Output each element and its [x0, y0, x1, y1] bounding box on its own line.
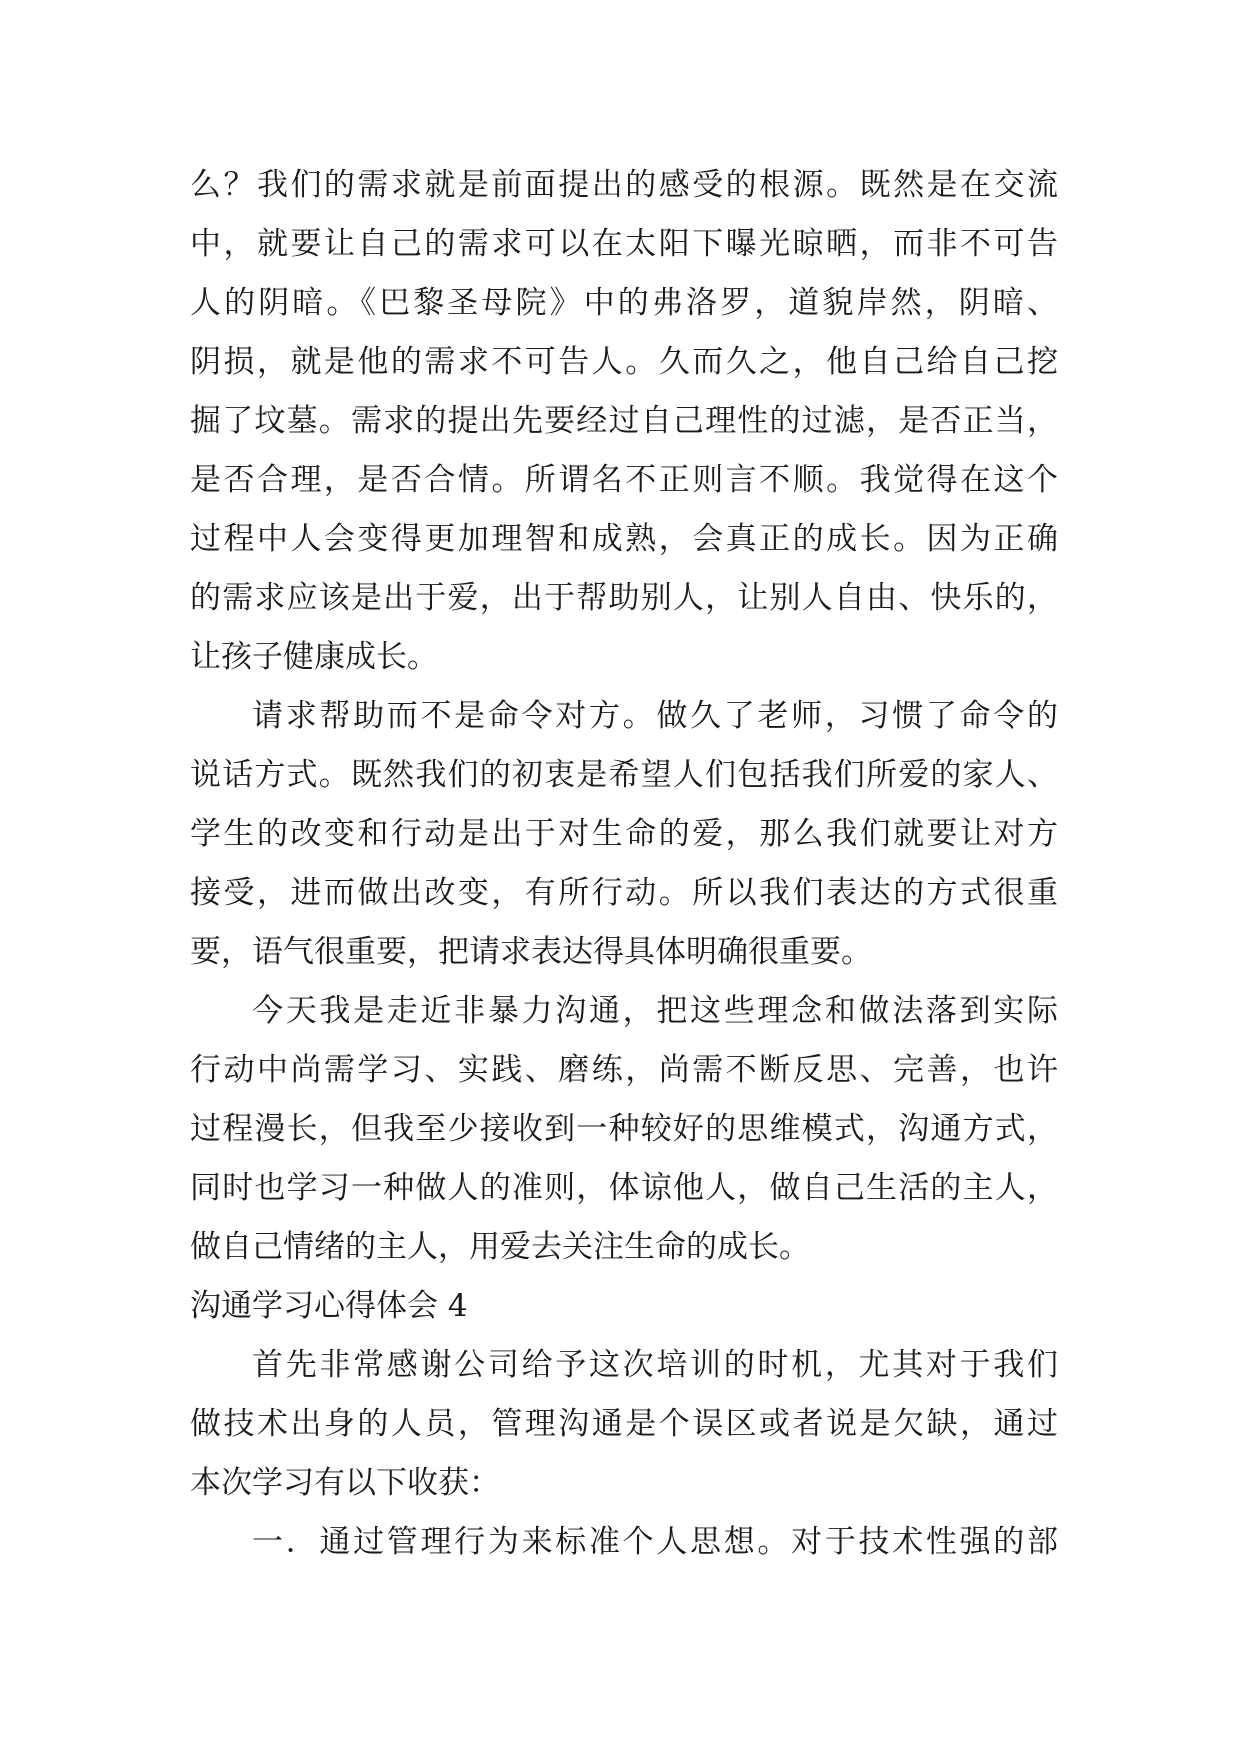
- paragraph: [190, 1513, 1058, 1572]
- paragraph: [190, 1336, 1058, 1513]
- text-line: 说话方式。既然我们的初衷是希望人们包括我们所爱的家人、: [190, 757, 1058, 793]
- text-line: 么？我们的需求就是前面提出的感受的根源。既然是在交流: [190, 167, 1058, 203]
- text-line: 要，语气很重要，把请求表达得具体明确很重要。: [190, 934, 872, 970]
- text-line: 是否合理，是否合情。所谓名不正则言不顺。我觉得在这个: [190, 462, 1058, 498]
- text-line: 本次学习有以下收获：: [190, 1465, 500, 1501]
- section-heading: [190, 1277, 1058, 1336]
- text-line: 做自己情绪的主人，用爱去关注生命的成长。: [190, 1229, 810, 1265]
- text-line: 的需求应该是出于爱，出于帮助别人，让别人自由、快乐的，: [190, 580, 1058, 616]
- text-line: 掘了坟墓。需求的提出先要经过自己理性的过滤，是否正当，: [190, 403, 1058, 439]
- heading-text: 沟通学习心得体会 4: [190, 1288, 468, 1324]
- text-line: 一．通过管理行为来标准个人思想。对于技术性强的部: [252, 1524, 1058, 1560]
- document-body: [190, 156, 1058, 1572]
- text-line: 请求帮助而不是命令对方。做久了老师，习惯了命令的: [252, 698, 1058, 734]
- text-line: 首先非常感谢公司给予这次培训的时机，尤其对于我们: [252, 1347, 1058, 1383]
- text-line: 让孩子健康成长。: [190, 639, 438, 675]
- paragraph: [190, 982, 1058, 1277]
- paragraph: [190, 156, 1058, 687]
- text-line: 中，就要让自己的需求可以在太阳下曝光晾晒，而非不可告: [190, 226, 1058, 262]
- text-line: 接受，进而做出改变，有所行动。所以我们表达的方式很重: [190, 875, 1058, 911]
- text-line: 今天我是走近非暴力沟通，把这些理念和做法落到实际: [252, 993, 1058, 1029]
- text-line: 学生的改变和行动是出于对生命的爱，那么我们就要让对方: [190, 816, 1058, 852]
- text-line: 阴损，就是他的需求不可告人。久而久之，他自己给自己挖: [190, 344, 1058, 380]
- text-line: 过程漫长，但我至少接收到一种较好的思维模式，沟通方式，: [190, 1111, 1058, 1147]
- paragraph: [190, 687, 1058, 982]
- text-line: 同时也学习一种做人的准则，体谅他人，做自己生活的主人，: [190, 1170, 1058, 1206]
- text-line: 行动中尚需学习、实践、磨练，尚需不断反思、完善，也许: [190, 1052, 1058, 1088]
- text-line: 做技术出身的人员，管理沟通是个误区或者说是欠缺，通过: [190, 1406, 1058, 1442]
- text-line: 过程中人会变得更加理智和成熟，会真正的成长。因为正确: [190, 521, 1058, 557]
- text-line: 人的阴暗。《巴黎圣母院》中的弗洛罗，道貌岸然，阴暗、: [190, 285, 1058, 321]
